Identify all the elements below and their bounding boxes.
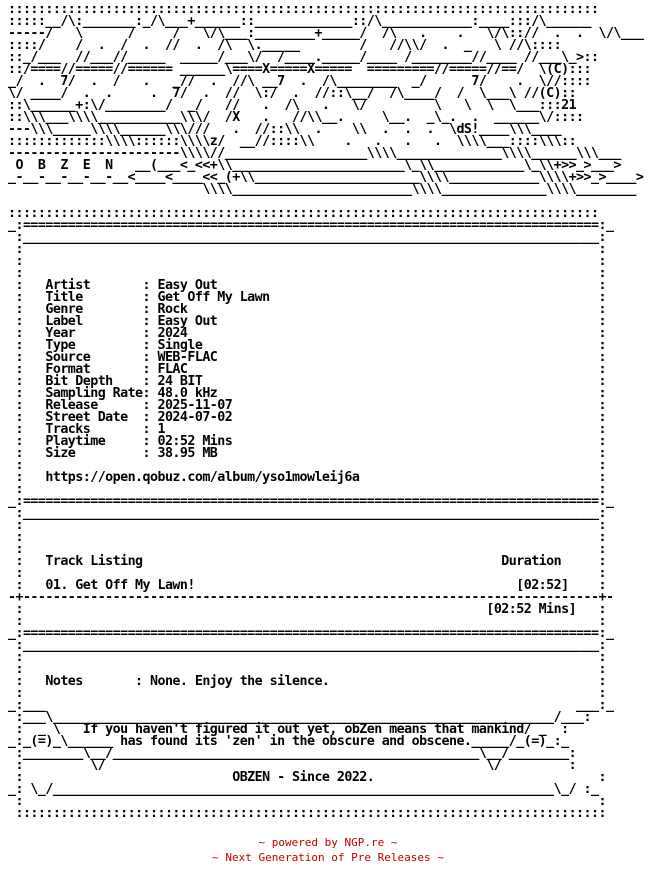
info-row-tracks: : Tracks : 1 :	[8, 422, 606, 437]
frame-divider: _: \_/___________________________________________________________________\_/ :_	[8, 782, 599, 797]
footer-powered-by: ~ powered by NGP.re ~	[258, 836, 398, 849]
frame-blank: : :	[8, 242, 606, 257]
banner-line: ::::/ / . / . // . /\ \._____ / //\\/ . _ \ //\::::	[8, 38, 562, 53]
banner-line: :_____________________________________________________________________________:	[8, 230, 606, 245]
message-line-1: : _ \ If you haven't figured it out yet, obZen means that mankind/ _ :	[8, 722, 569, 737]
frame-divider: :_____________________________________________________________________________:	[8, 506, 606, 521]
track-row: : 01. Get Off My Lawn! [02:52] :	[8, 578, 606, 593]
footer-tagline: ~ Next Generation of Pre Releases ~	[212, 851, 444, 864]
frame-divider: :_____________________________________________________________________________:	[8, 638, 606, 653]
info-row-artist: : Artist : Easy Out :	[8, 278, 606, 293]
banner-line: ::\\\___\\\\___________\\\/ /X . //\\__. \__. _\_. . ______\/::::	[8, 110, 584, 125]
frame-blank: : :	[8, 794, 606, 809]
info-row-playtime: : Playtime : 02:52 Mins :	[8, 434, 606, 449]
info-row-type: : Type : Single :	[8, 338, 606, 353]
frame-divider: : \/ \/ :	[8, 758, 577, 773]
frame-blank: : :	[8, 566, 606, 581]
info-row-genre: : Genre : Rock :	[8, 302, 606, 317]
banner-line: _-__-__-__-__-__<____<____<<_(+\\______________________\\\\____________\\\\+>>_>____>	[8, 170, 644, 185]
banner-line: _:=============================================================================:_	[8, 218, 614, 233]
frame-blank: : :	[8, 530, 606, 545]
banner-line: -----------------------\\\\//___________________\\\\______________\\\\______\\\___	[8, 146, 621, 161]
frame-blank: : :	[8, 686, 606, 701]
frame-blank: : :	[8, 650, 606, 665]
banner-line: _/ . 7/ . / . _// . //\ __7 . /\________ _/ 7/ . \//::::	[8, 74, 591, 89]
banner-line: -----/ \ / / \/\___:________+_____/ /\ . . \/\::// . . \/\___	[8, 26, 644, 41]
info-row-street-date: : Street Date : 2024-07-02 :	[8, 410, 606, 425]
frame-divider: _:___ ___:_	[8, 698, 614, 713]
info-row-release: : Release : 2025-11-07 :	[8, 398, 606, 413]
signature: : OBZEN - Since 2022. :	[8, 770, 606, 785]
notes-row: : Notes : None. Enjoy the silence. :	[8, 674, 606, 689]
frame-divider: _:=============================================================================:_	[8, 626, 614, 641]
info-row-format: : Format : FLAC :	[8, 362, 606, 377]
frame-divider: :___\___________________________________________________________________/___:	[8, 710, 591, 725]
frame-blank: : :	[8, 266, 606, 281]
banner-line: ::_/___ //___//_____ _____/___\/ /____._____/____ /________//____ //___\_>::	[8, 50, 599, 65]
frame-blank: : :	[8, 662, 606, 677]
banner-line: :::::__/\:_______:_/\___+______::_____________::/\____________:____:::/\______	[8, 14, 591, 29]
banner-line: :::::::::::::::::::::::::::::::::::::::::::::::::::::::::::::::::::::::::::::::	[8, 2, 599, 17]
frame-bottom: :::::::::::::::::::::::::::::::::::::::::::::::::::::::::::::::::::::::::::::::	[8, 806, 606, 821]
track-total: : [02:52 Mins] :	[8, 602, 606, 617]
frame-blank: : :	[8, 482, 606, 497]
info-row-title: : Title : Get Off My Lawn :	[8, 290, 606, 305]
banner-line: \/ ____/ . . . 7/ . // \:/ . //::\__/ /\____/ / \___\ //(C)::	[8, 86, 577, 101]
banner-line: :::::::::::::\\\\::::::\\\\z/ __//::::\\ . . . . \\\\___::::\\\::	[8, 134, 577, 149]
banner-line: ---\\\_____\\\\______\\\/// . //::\\ . \\ . . . \dS!____\\\____	[8, 122, 562, 137]
info-row-source: : Source : WEB-FLAC :	[8, 350, 606, 365]
track-listing-header: : Track Listing Duration :	[8, 554, 606, 569]
frame-blank: : :	[8, 458, 606, 473]
frame-divider: -+-----------------------------------------------------------------------------+-	[8, 590, 614, 605]
frame-blank: : :	[8, 614, 606, 629]
info-row-sampling-rate: : Sampling Rate: 48.0 kHz :	[8, 386, 606, 401]
frame-blank: : :	[8, 254, 606, 269]
frame-blank: : :	[8, 542, 606, 557]
info-row-size: : Size : 38.95 MB :	[8, 446, 606, 461]
nfo-text	[8, 4, 643, 820]
frame-divider: _:=============================================================================:_	[8, 494, 614, 509]
frame-blank: : :	[8, 518, 606, 533]
frame-divider: :________\__/_________________________________________________\__/________:	[8, 746, 577, 761]
banner-line: :::::::::::::::::::::::::::::::::::::::::::::::::::::::::::::::::::::::::::::::	[8, 206, 599, 221]
banner-line: O B Z E N __(___<_<<+\\_______________________\_\\____________\_\\+>>_>___>	[8, 158, 621, 173]
info-row-label: : Label : Easy Out :	[8, 314, 606, 329]
message-line-2: _:_(=)_\______ has found its 'zen' in the obscure and obscene._____/_(=)_:_	[8, 734, 569, 749]
banner-line: ::/====//=====//====== ______\====X=====X===== =========//=====//==/ \(C):::	[8, 62, 591, 77]
banner-line: \\\\________________________\\\\______________\\\\________	[8, 182, 636, 197]
release-url: : https://open.qobuz.com/album/yso1mowleij6a :	[8, 470, 606, 485]
banner-line: ::\______+:\/________/ _/ // . /\ . \/ \ \ \ \___:::21	[8, 98, 577, 113]
info-row-bit-depth: : Bit Depth : 24 BIT :	[8, 374, 606, 389]
info-row-year: : Year : 2024 :	[8, 326, 606, 341]
